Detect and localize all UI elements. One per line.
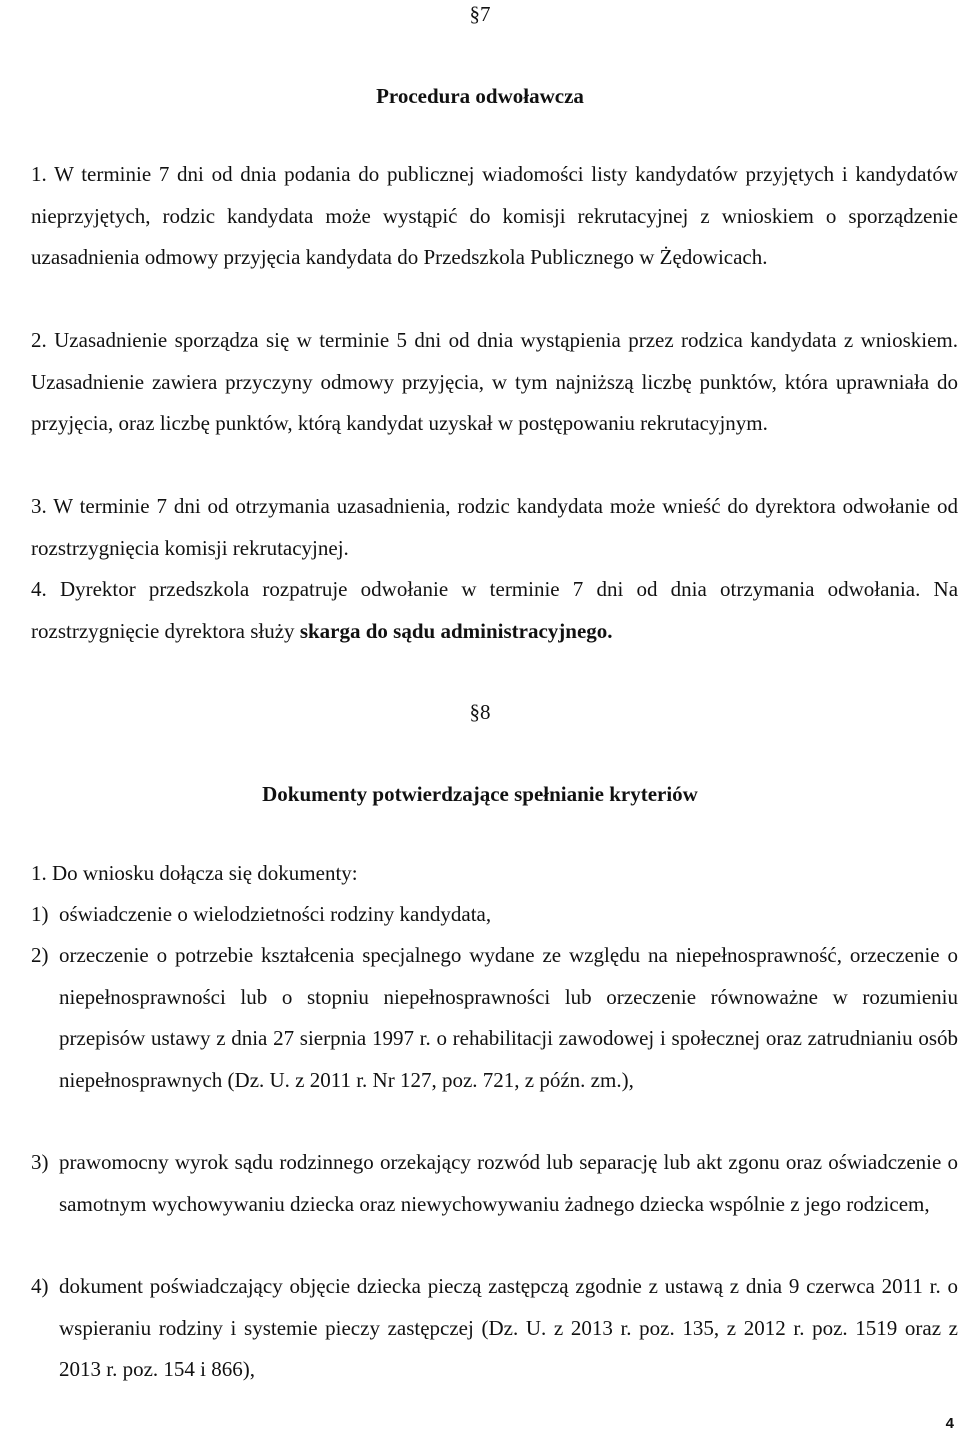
paragraph-text: Uzasadnienie sporządza się w terminie 5 dni od dnia wystąpienia przez rodzica kandydata z wnioskiem. Uzasadnienie zawiera przyczyny odmowy przyjęcia, w tym najniższą liczbę punktów, która uprawniała do przyjęcia, oraz liczbę punktów, którą kandydat uzyskał w postępowaniu rekrutacyjnym.: [31, 328, 958, 435]
paragraph-bold-text: skarga do sądu administracyjnego.: [299, 618, 613, 643]
list-item-text: prawomocny wyrok sądu rodzinnego orzekający rozwód lub separację lub akt zgonu oraz oświadczenie o samotnym wychowywaniu dziecka oraz niewychowywaniu żadnego dziecka wspólnie z jego rodzicem,: [59, 1150, 958, 1216]
paragraph-number: 1.: [31, 162, 47, 186]
section-7-heading: Procedura odwoławcza: [376, 84, 584, 108]
paragraph-text: Do wniosku dołącza się dokumenty:: [52, 861, 358, 885]
paragraph-number: 2.: [31, 328, 47, 352]
paragraph-text: W terminie 7 dni od dnia podania do publicznej wiadomości listy kandydatów przyjętych i kandydatów nieprzyjętych, rodzic kandydata może wystąpić do komisji rekrutacyjnej z wnioskiem o sporządzenie uzasadnienia odmowy przyjęcia kandydata do Przedszkola Publicznego w Żędowicach.: [31, 162, 958, 269]
paragraph-number: 1.: [31, 861, 47, 885]
list-item-number: 2): [31, 943, 49, 967]
list-item-text: orzeczenie o potrzebie kształcenia specjalnego wydane ze względu na niepełnosprawność, orzeczenie o niepełnosprawności lub o stopniu niepełnosprawności lub orzeczenie równoważne w rozumieniu przepisów ustawy z dnia 27 sierpnia 1997 r. o rehabilitacji zawodowej i społecznej oraz zatrudnianiu osób niepełnosprawnych (Dz. U. z 2011 r. Nr 127, poz. 721, z późn. zm.),: [59, 943, 958, 1092]
section-7-paragraph-1: [31, 154, 958, 279]
paragraph-number: 3.: [31, 494, 47, 518]
section-7-paragraph-4: [31, 569, 958, 652]
page-number: 4: [945, 1415, 954, 1432]
section-8-paragraph-1: [31, 853, 958, 895]
list-item-text: dokument poświadczający objęcie dziecka pieczą zastępczą zgodnie z ustawą z dnia 9 czerwca 2011 r. o wspieraniu rodziny i systemie pieczy zastępczej (Dz. U. z 2013 r. poz. 135, z 2012 r. poz. 1519 oraz z 2013 r. poz. 154 i 866),: [59, 1274, 958, 1381]
paragraph-number: 4.: [31, 577, 47, 601]
list-item: [31, 1142, 958, 1225]
section-7-paragraph-3: [31, 486, 958, 569]
list-item: [31, 894, 958, 936]
section-7-paragraph-2: [31, 320, 958, 445]
paragraph-text: W terminie 7 dni od otrzymania uzasadnienia, rodzic kandydata może wnieść do dyrektora odwołanie od rozstrzygnięcia komisji rekrutacyjnej.: [31, 494, 959, 560]
list-item-number: 3): [31, 1150, 49, 1174]
list-item-text: oświadczenie o wielodzietności rodziny kandydata,: [59, 902, 492, 926]
paragraph-text: Dyrektor przedszkola rozpatruje odwołanie w terminie 7 dni od dnia otrzymania odwołania. Na rozstrzygnięcie dyrektora służy: [31, 577, 959, 643]
section-8-heading: Dokumenty potwierdzające spełnianie kryteriów: [262, 782, 698, 806]
list-item-number: 1): [31, 902, 49, 926]
list-item-number: 4): [31, 1274, 49, 1298]
list-item: [31, 1266, 958, 1391]
section-8-sign: §8: [469, 700, 491, 724]
list-item: [31, 935, 958, 1101]
section-7-sign: §7: [469, 2, 491, 26]
